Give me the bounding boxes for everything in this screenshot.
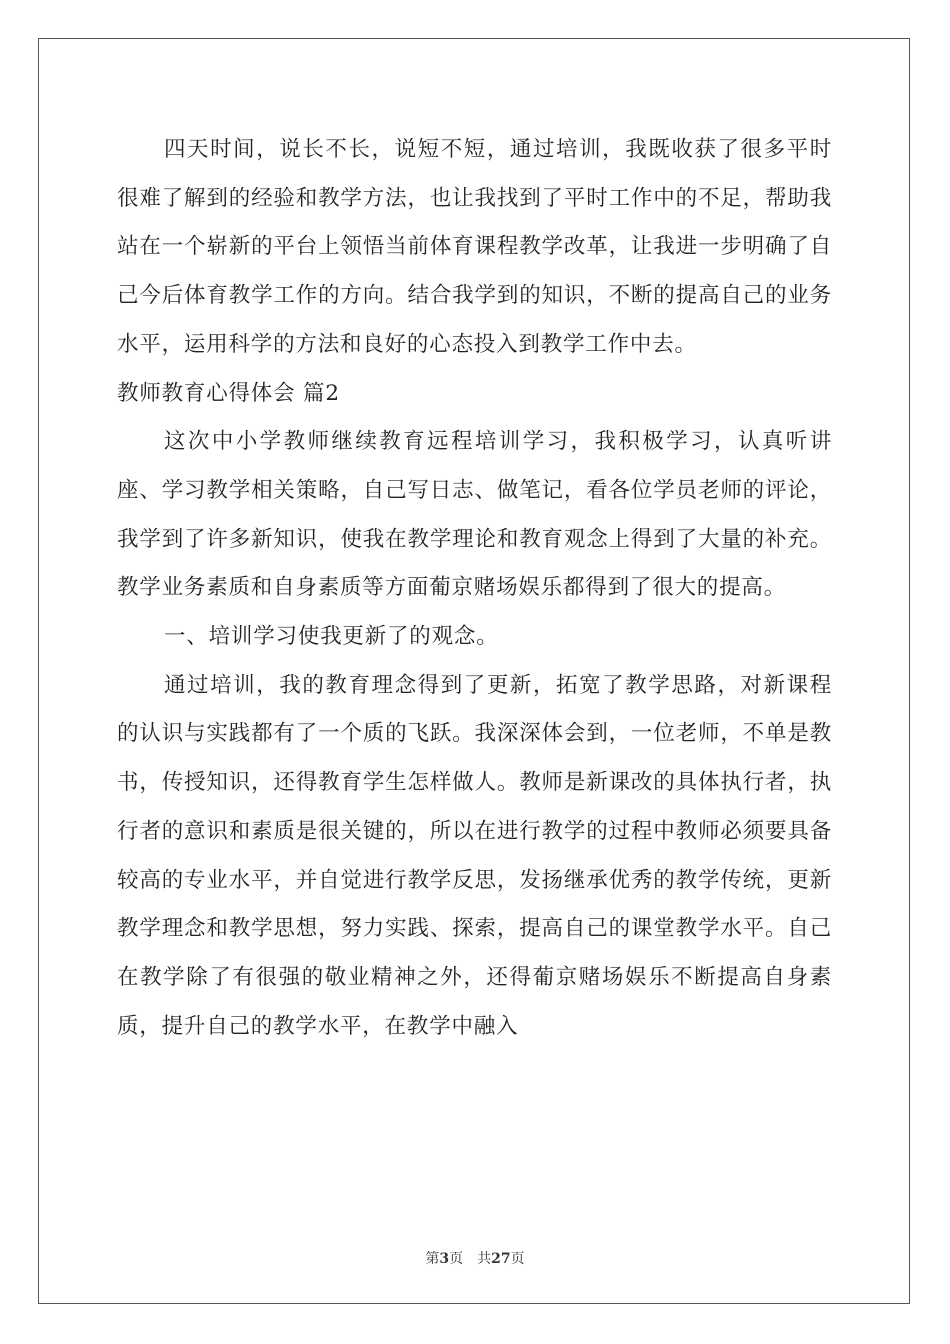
document-body [117, 126, 832, 1051]
footer-total-prefix: 共 [477, 1251, 492, 1267]
paragraph-subheading: 一、培训学习使我更新了的观念。 [164, 624, 499, 650]
paragraph-section-2: 通过培训，我的教育理念得到了更新，拓宽了教学思路，对新课程的认识与实践都有了一个质的飞跃。我深深体会到，一位老师，不单是教书，传授知识，还得教育学生怎样做人。教师是新课改的具体执行者，执行者的意识和素质是很关键的，所以在进行教学的过程中教师必须要具备较高的专业水平，并自觉进行教学反思，发扬继承优秀的教学传统，更新教学理念和教学思想，努力实践、探索，提高自己的课堂教学水平。自己在教学除了有很强的敬业精神之外，还得葡京赌场娱乐不断提高自身素质，提升自己的教学水平，在教学中融入 [117, 672, 832, 1039]
paragraph-intro: 四天时间，说长不长，说短不短，通过培训，我既收获了很多平时很难了解到的经验和教学方法，也让我找到了平时工作中的不足，帮助我站在一个崭新的平台上领悟当前体育课程教学改革，让我进一步明确了自己今后体育教学工作的方向。结合我学到的知识，不断的提高自己的业务水平，运用科学的方法和良好的心态投入到教学工作中去。 [117, 137, 832, 357]
footer-page-unit: 页 [449, 1251, 464, 1267]
footer-total-unit: 页 [510, 1251, 525, 1267]
page-footer [0, 1248, 950, 1268]
footer-page-number: 3 [439, 1251, 450, 1267]
footer-prefix: 第 [425, 1251, 440, 1267]
section-heading: 教师教育心得体会 篇2 [117, 380, 340, 406]
paragraph-section-1: 这次中小学教师继续教育远程培训学习，我积极学习，认真听讲座、学习教学相关策略，自己写日志、做笔记，看各位学员老师的评论，我学到了许多新知识，使我在教学理论和教育观念上得到了大量的补充。教学业务素质和自身素质等方面葡京赌场娱乐都得到了很大的提高。 [117, 429, 832, 601]
footer-total-pages: 27 [491, 1251, 511, 1267]
